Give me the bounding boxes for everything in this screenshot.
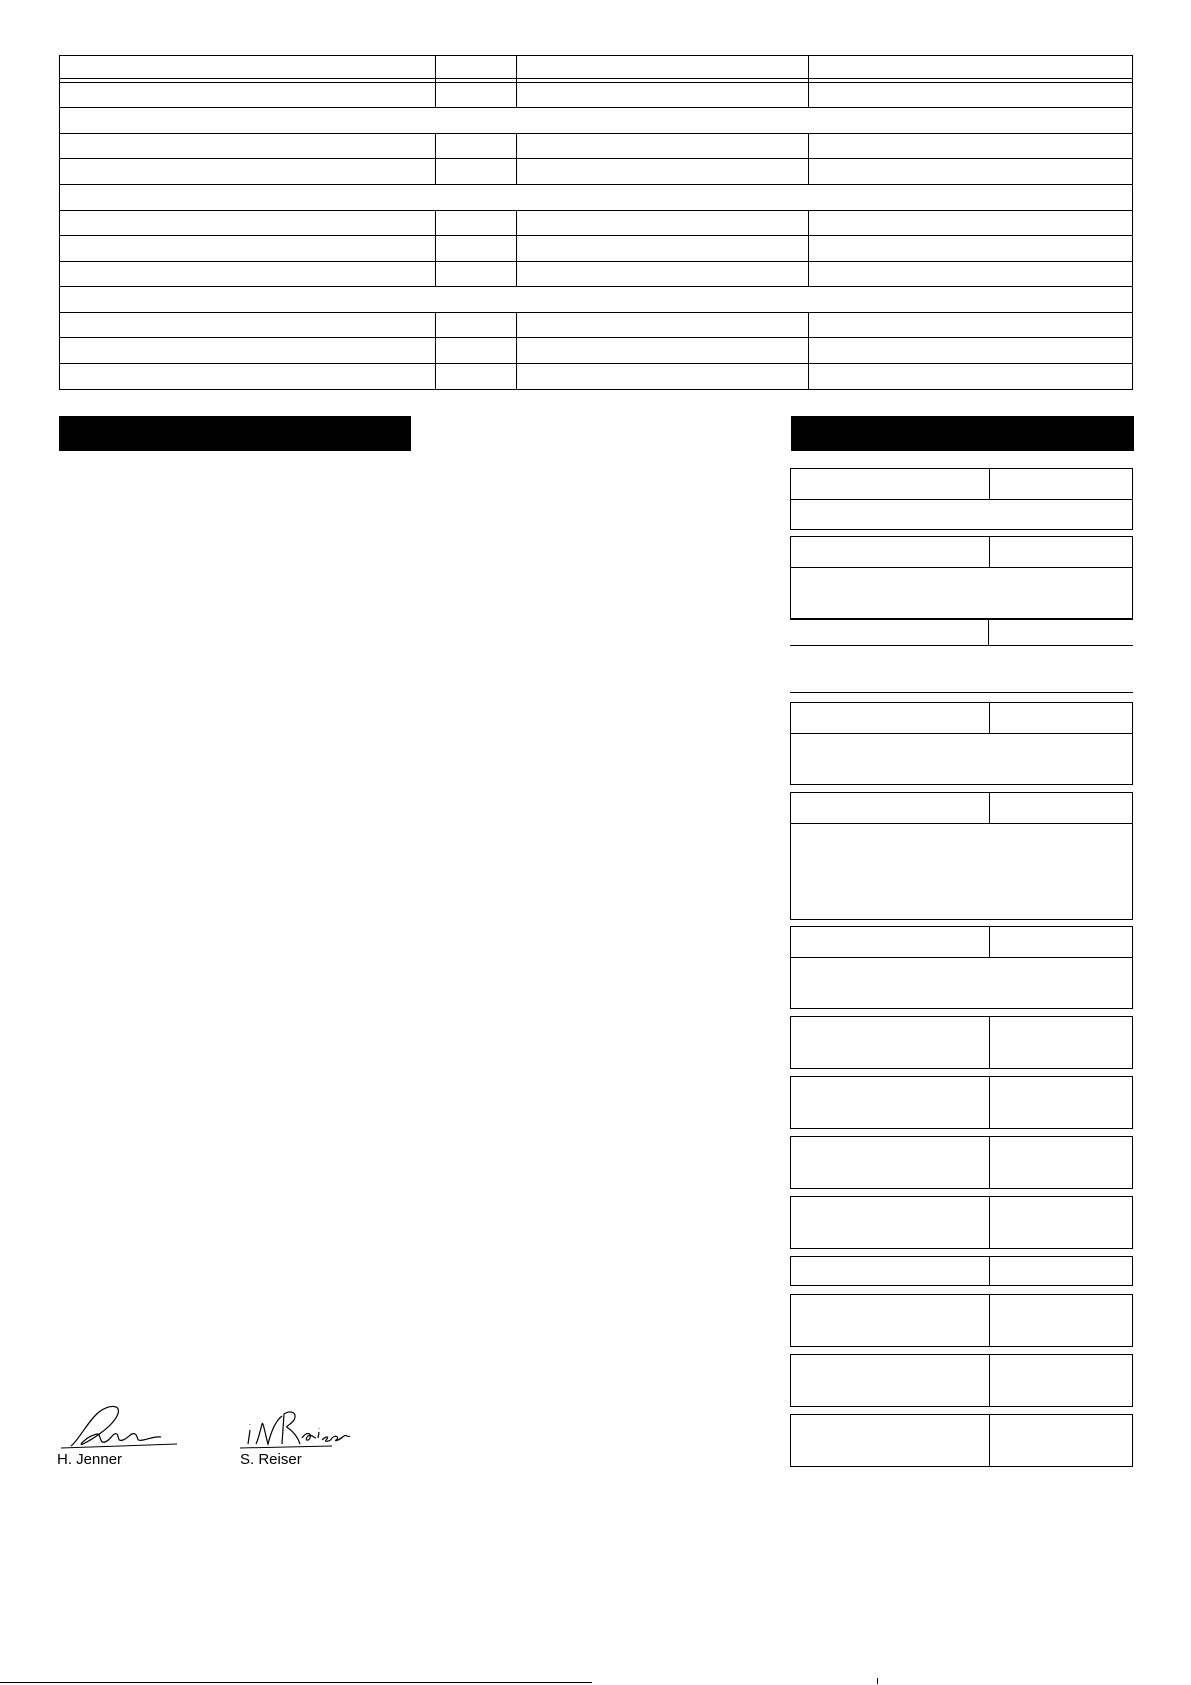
signature-reiser bbox=[238, 1400, 358, 1470]
left-section-heading-bar bbox=[59, 416, 411, 451]
field-row bbox=[790, 1414, 1133, 1467]
field-row bbox=[790, 1136, 1133, 1189]
table-row bbox=[59, 82, 1133, 108]
field-group bbox=[790, 926, 1133, 1009]
table-row bbox=[59, 363, 1133, 390]
field-group-open bbox=[790, 619, 1133, 694]
right-column-fields bbox=[790, 468, 1133, 1468]
field-group bbox=[790, 702, 1133, 785]
field-group bbox=[790, 536, 1133, 619]
field-row bbox=[790, 1016, 1133, 1069]
table-row bbox=[59, 158, 1133, 185]
bottom-rule bbox=[0, 1682, 592, 1683]
table-row bbox=[59, 337, 1133, 364]
table-row bbox=[59, 261, 1133, 287]
field-group bbox=[790, 468, 1133, 530]
table-header-row bbox=[59, 55, 1133, 84]
signatory-name: S. Reiser bbox=[240, 1451, 302, 1468]
table-row bbox=[59, 312, 1133, 338]
edge-mark bbox=[877, 1678, 878, 1684]
field-row bbox=[790, 1294, 1133, 1347]
table-row bbox=[59, 210, 1133, 236]
top-table bbox=[59, 55, 1133, 394]
field-row bbox=[790, 1076, 1133, 1129]
field-row bbox=[790, 1354, 1133, 1407]
signature-jenner bbox=[57, 1400, 187, 1470]
header-double-rule bbox=[59, 78, 1133, 79]
field-row bbox=[790, 1196, 1133, 1249]
handwritten-signature-icon bbox=[238, 1400, 358, 1452]
table-section-row bbox=[59, 286, 1133, 313]
right-section-heading-bar bbox=[791, 416, 1134, 451]
field-row bbox=[790, 1256, 1133, 1286]
signatory-name: H. Jenner bbox=[57, 1451, 123, 1468]
table-section-row bbox=[59, 184, 1133, 211]
handwritten-signature-icon bbox=[57, 1400, 187, 1452]
table-row bbox=[59, 235, 1133, 262]
table-section-row bbox=[59, 107, 1133, 134]
field-group bbox=[790, 792, 1133, 920]
table-row bbox=[59, 133, 1133, 159]
